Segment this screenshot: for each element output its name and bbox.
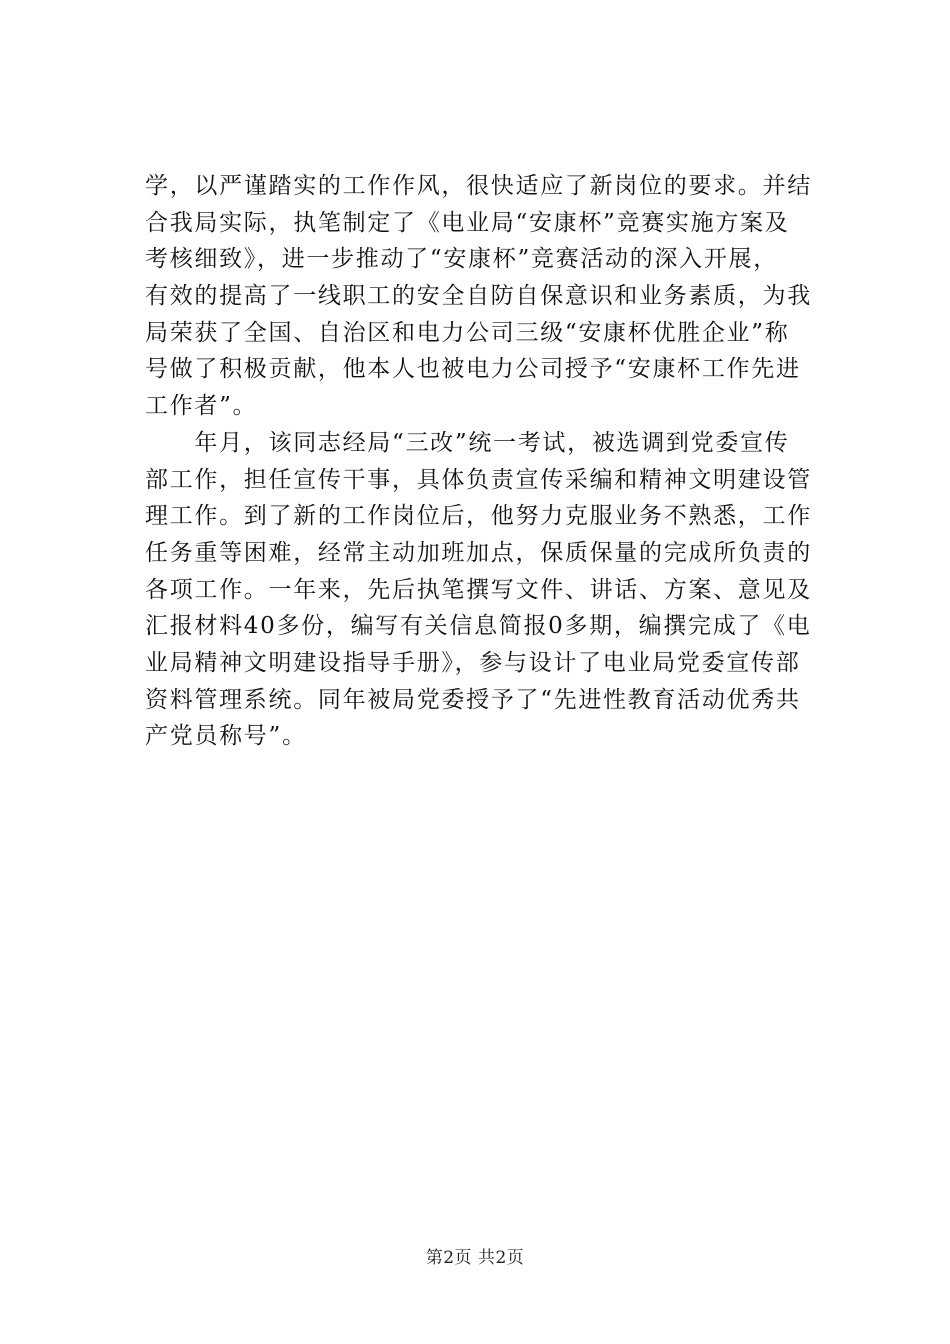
text-line: 业局精神文明建设指导手册》，参与设计了电业局党委宣传部 (145, 649, 801, 676)
text-line: 产党员称号”。 (145, 723, 307, 750)
text-line: 各项工作。一年来，先后执笔撰写文件、讲话、方案、意见及 (145, 576, 812, 603)
text-line: 学，以严谨踏实的工作作风，很快适应了新岗位的要求。并结 (145, 173, 812, 199)
text-line: 考核细致》，进一步推动了“安康杯”竞赛活动的深入开展， (145, 246, 778, 273)
page-footer: 第2页 共2页 (425, 1248, 525, 1268)
text-line: 部工作，担任宣传干事，具体负责宣传采编和精神文明建设管 (145, 466, 812, 493)
text-line: 年月，该同志经局“三改”统一考试，被选调到党委宣传 (145, 429, 790, 456)
body-text (145, 168, 813, 755)
text-line: 合我局实际，执笔制定了《电业局“安康杯”竞赛实施方案及 (145, 209, 790, 236)
text-line: 局荣获了全国、自治区和电力公司三级“安康杯优胜企业”称 (145, 319, 790, 346)
text-line: 号做了积极贡献，他本人也被电力公司授予“安康杯工作先进 (145, 356, 801, 383)
text-line: 工作者”。 (145, 393, 258, 420)
text-line: 有效的提高了一线职工的安全自防自保意识和业务素质，为我 (145, 283, 812, 310)
text-line: 汇报材料40多份，编写有关信息简报0多期，编撰完成了《电 (145, 613, 812, 640)
text-line: 资料管理系统。同年被局党委授予了“先进性教育活动优秀共 (145, 686, 801, 713)
text-line: 理工作。到了新的工作岗位后，他努力克服业务不熟悉，工作 (145, 503, 812, 530)
text-line: 任务重等困难，经常主动加班加点，保质保量的完成所负责的 (145, 539, 812, 566)
